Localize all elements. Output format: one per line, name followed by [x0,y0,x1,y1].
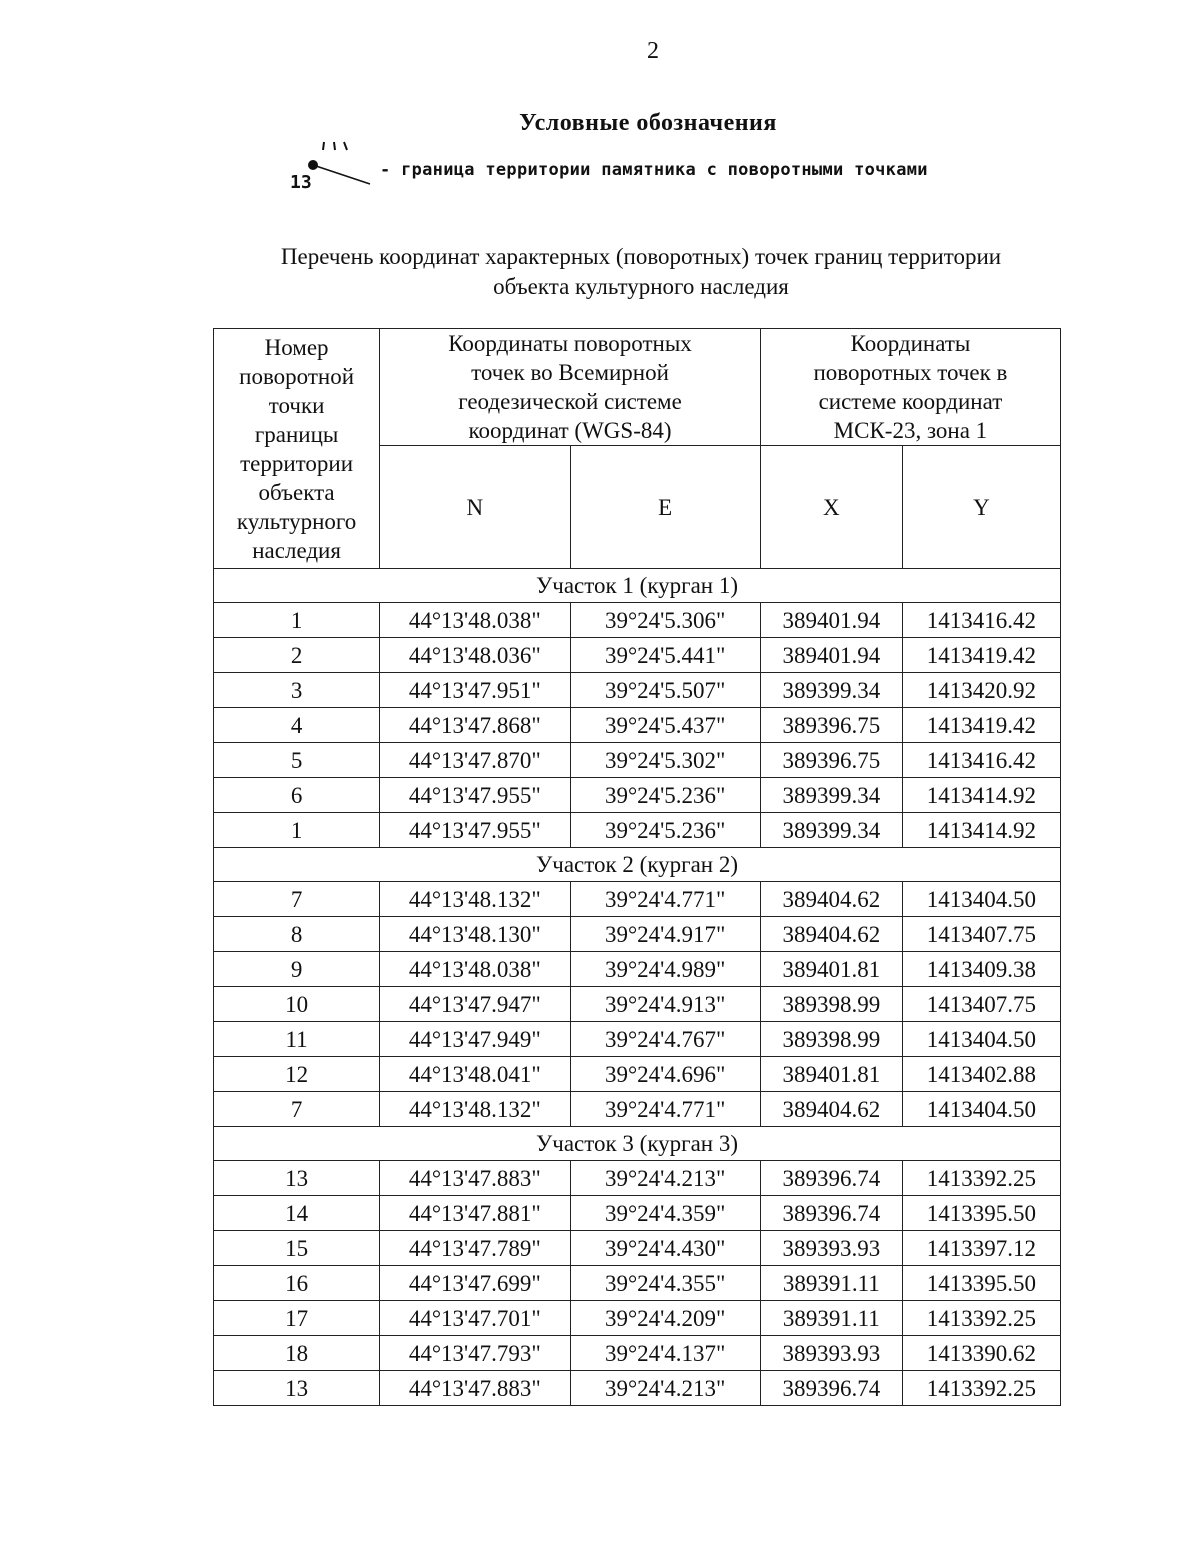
section-title: Участок 1 (курган 1) [214,569,1061,603]
boundary-point-icon [290,140,380,200]
cell-point-number: 10 [214,987,380,1022]
cell-e: 39°24'5.306" [570,603,760,638]
section-row [214,569,1061,603]
cell-n: 44°13'47.870" [380,743,570,778]
cell-e: 39°24'4.771" [570,1092,760,1127]
cell-y: 1413402.88 [902,1057,1060,1092]
legend-description: - граница территории памятника с поворотными точками [380,160,928,180]
cell-n: 44°13'48.132" [380,882,570,917]
cell-point-number: 4 [214,708,380,743]
cell-point-number: 11 [214,1022,380,1057]
table-row [214,603,1061,638]
table-row [214,1057,1061,1092]
cell-n: 44°13'47.789" [380,1231,570,1266]
cell-x: 389401.94 [760,603,902,638]
cell-x: 389404.62 [760,882,902,917]
cell-point-number: 8 [214,917,380,952]
cell-x: 389396.75 [760,708,902,743]
cell-e: 39°24'4.989" [570,952,760,987]
cell-point-number: 5 [214,743,380,778]
header-y: Y [902,446,1060,569]
table-row [214,1161,1061,1196]
cell-y: 1413395.50 [902,1266,1060,1301]
cell-point-number: 15 [214,1231,380,1266]
header-x: X [760,446,902,569]
cell-e: 39°24'5.507" [570,673,760,708]
cell-point-number: 14 [214,1196,380,1231]
header-wgs84: Координаты поворотных точек во Всемирной геодезической системе координат (WGS-84) [380,329,761,446]
cell-y: 1413416.42 [902,743,1060,778]
table-row [214,917,1061,952]
cell-e: 39°24'4.359" [570,1196,760,1231]
cell-e: 39°24'5.441" [570,638,760,673]
cell-n: 44°13'48.132" [380,1092,570,1127]
cell-n: 44°13'47.947" [380,987,570,1022]
header-n: N [380,446,570,569]
cell-n: 44°13'47.949" [380,1022,570,1057]
table-row [214,778,1061,813]
cell-x: 389404.62 [760,917,902,952]
cell-point-number: 16 [214,1266,380,1301]
cell-y: 1413409.38 [902,952,1060,987]
header-msk23: Координаты поворотных точек в системе координат МСК-23, зона 1 [760,329,1060,446]
table-row [214,673,1061,708]
cell-x: 389393.93 [760,1231,902,1266]
cell-x: 389396.75 [760,743,902,778]
header-point-number: Номер поворотной точки границы территории объекта культурного наследия [214,329,380,569]
header-e: E [570,446,760,569]
coordinates-table [213,328,1061,1406]
cell-e: 39°24'4.913" [570,987,760,1022]
cell-e: 39°24'4.696" [570,1057,760,1092]
table-row [214,638,1061,673]
cell-y: 1413390.62 [902,1336,1060,1371]
page-number: 2 [647,38,659,64]
cell-e: 39°24'4.917" [570,917,760,952]
cell-e: 39°24'4.355" [570,1266,760,1301]
cell-x: 389401.81 [760,952,902,987]
cell-n: 44°13'47.883" [380,1371,570,1406]
cell-n: 44°13'47.881" [380,1196,570,1231]
cell-e: 39°24'4.430" [570,1231,760,1266]
cell-y: 1413404.50 [902,882,1060,917]
cell-point-number: 18 [214,1336,380,1371]
table-row [214,987,1061,1022]
table-header-row [214,329,1061,446]
cell-y: 1413407.75 [902,987,1060,1022]
table-row [214,1301,1061,1336]
cell-n: 44°13'47.951" [380,673,570,708]
cell-x: 389393.93 [760,1336,902,1371]
cell-n: 44°13'48.130" [380,917,570,952]
table-row [214,1371,1061,1406]
cell-x: 389404.62 [760,1092,902,1127]
cell-x: 389401.81 [760,1057,902,1092]
cell-y: 1413392.25 [902,1371,1060,1406]
cell-n: 44°13'47.883" [380,1161,570,1196]
cell-e: 39°24'5.437" [570,708,760,743]
cell-y: 1413414.92 [902,778,1060,813]
cell-e: 39°24'5.236" [570,778,760,813]
table-row [214,813,1061,848]
table-row [214,1092,1061,1127]
cell-n: 44°13'47.793" [380,1336,570,1371]
cell-point-number: 2 [214,638,380,673]
table-row [214,743,1061,778]
table-row [214,1336,1061,1371]
table-body [214,569,1061,1406]
legend-point-label: 13 [290,172,312,193]
cell-point-number: 3 [214,673,380,708]
cell-y: 1413392.25 [902,1161,1060,1196]
cell-e: 39°24'4.209" [570,1301,760,1336]
cell-y: 1413416.42 [902,603,1060,638]
cell-y: 1413395.50 [902,1196,1060,1231]
cell-x: 389399.34 [760,778,902,813]
cell-y: 1413420.92 [902,673,1060,708]
cell-point-number: 6 [214,778,380,813]
cell-point-number: 13 [214,1161,380,1196]
cell-x: 389399.34 [760,813,902,848]
cell-n: 44°13'48.041" [380,1057,570,1092]
table-row [214,1022,1061,1057]
cell-n: 44°13'47.955" [380,778,570,813]
cell-point-number: 1 [214,603,380,638]
cell-e: 39°24'5.302" [570,743,760,778]
cell-n: 44°13'48.038" [380,952,570,987]
section-row [214,1127,1061,1161]
cell-point-number: 1 [214,813,380,848]
cell-e: 39°24'4.137" [570,1336,760,1371]
cell-x: 389396.74 [760,1371,902,1406]
list-title [0,242,1200,302]
table-row [214,952,1061,987]
cell-n: 44°13'47.868" [380,708,570,743]
cell-y: 1413404.50 [902,1092,1060,1127]
cell-n: 44°13'47.955" [380,813,570,848]
cell-y: 1413407.75 [902,917,1060,952]
section-title: Участок 3 (курган 3) [214,1127,1061,1161]
cell-n: 44°13'47.699" [380,1266,570,1301]
table-row [214,708,1061,743]
legend-row [290,140,1050,200]
cell-point-number: 17 [214,1301,380,1336]
cell-x: 389398.99 [760,987,902,1022]
cell-y: 1413414.92 [902,813,1060,848]
table-row [214,1231,1061,1266]
cell-x: 389401.94 [760,638,902,673]
cell-x: 389391.11 [760,1266,902,1301]
cell-n: 44°13'47.701" [380,1301,570,1336]
cell-x: 389391.11 [760,1301,902,1336]
cell-e: 39°24'4.767" [570,1022,760,1057]
cell-e: 39°24'4.213" [570,1161,760,1196]
cell-y: 1413419.42 [902,638,1060,673]
cell-n: 44°13'48.036" [380,638,570,673]
cell-point-number: 7 [214,1092,380,1127]
cell-x: 389396.74 [760,1196,902,1231]
cell-point-number: 7 [214,882,380,917]
cell-e: 39°24'5.236" [570,813,760,848]
cell-y: 1413404.50 [902,1022,1060,1057]
cell-y: 1413392.25 [902,1301,1060,1336]
legend-title: Условные обозначения [519,110,777,136]
table-row [214,882,1061,917]
table-row [214,1266,1061,1301]
cell-x: 389398.99 [760,1022,902,1057]
section-title: Участок 2 (курган 2) [214,848,1061,882]
cell-e: 39°24'4.213" [570,1371,760,1406]
cell-y: 1413397.12 [902,1231,1060,1266]
table-row [214,1196,1061,1231]
list-title-line-1: Перечень координат характерных (поворотных) точек границ территории [280,244,1002,269]
cell-x: 389396.74 [760,1161,902,1196]
cell-e: 39°24'4.771" [570,882,760,917]
cell-y: 1413419.42 [902,708,1060,743]
cell-point-number: 13 [214,1371,380,1406]
cell-point-number: 9 [214,952,380,987]
list-title-line-2: объекта культурного наследия [493,274,789,299]
section-row [214,848,1061,882]
cell-x: 389399.34 [760,673,902,708]
cell-point-number: 12 [214,1057,380,1092]
cell-n: 44°13'48.038" [380,603,570,638]
